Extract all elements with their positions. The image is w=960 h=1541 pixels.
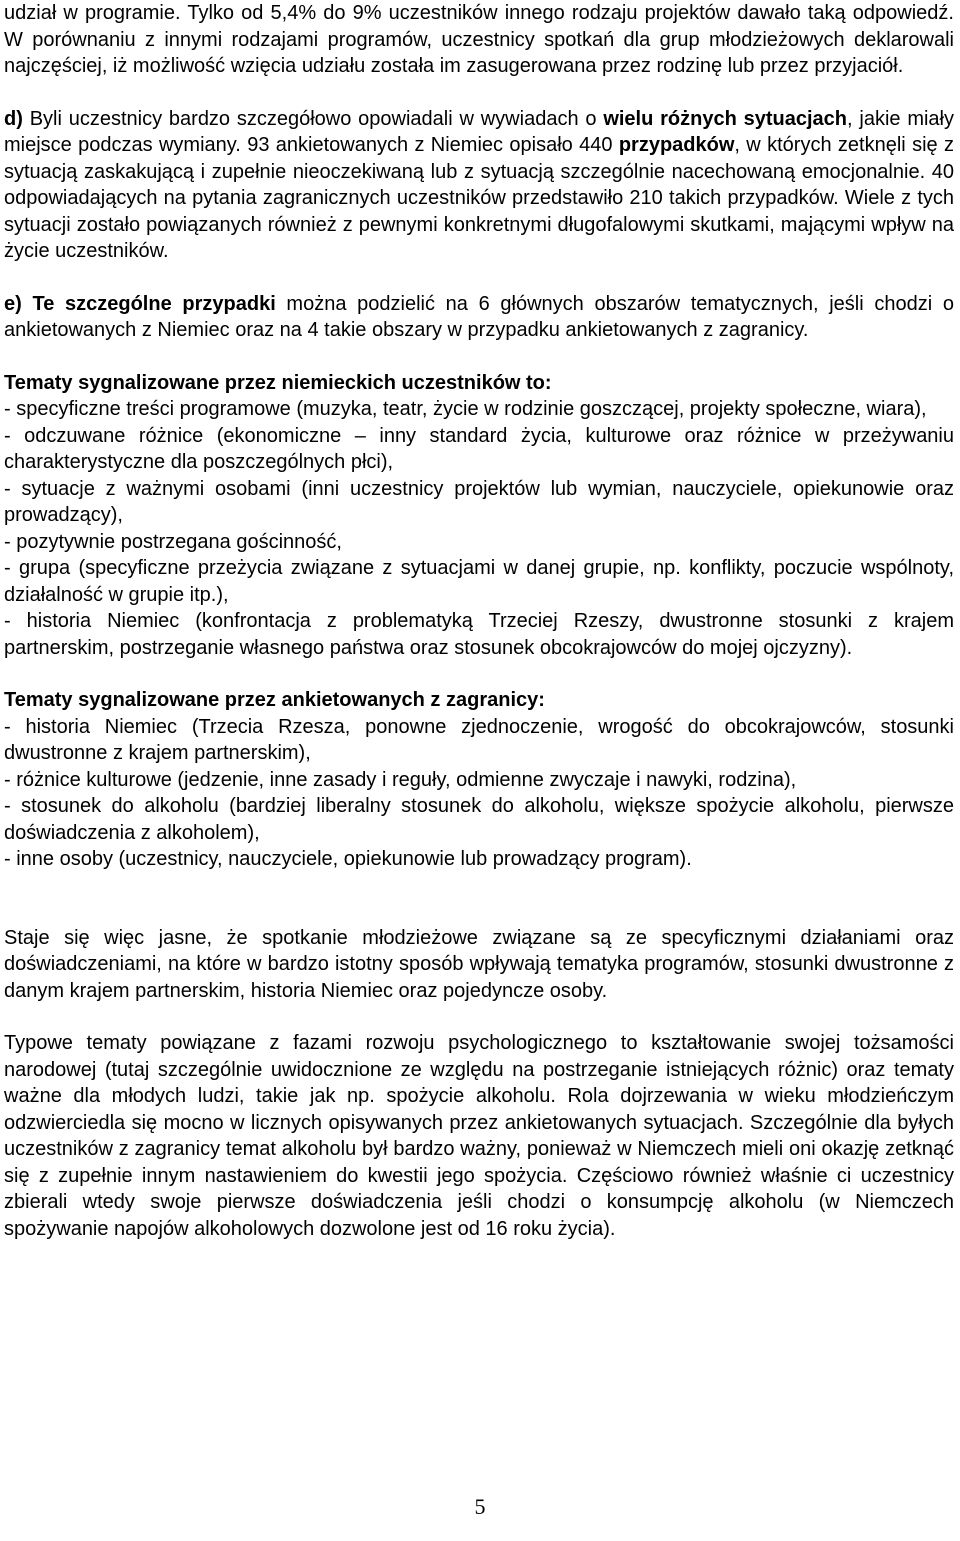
section-e-paragraph [4, 291, 954, 344]
german-topics-list [4, 396, 954, 661]
list-item: - pozytywnie postrzegana gościnność, [4, 530, 342, 553]
foreign-topics-heading-text: Tematy sygnalizowane przez ankietowanych z zagranicy: [4, 689, 545, 711]
section-d-bold-1: wielu różnych sytuacjach [603, 107, 848, 130]
section-d-text-2: , jakie miały miejsce podczas wymiany. 93 ankietowanych z Niemiec opisało 440 [4, 107, 954, 156]
german-topics-heading [4, 370, 954, 397]
section-d-bold-2: przypadków [618, 134, 735, 156]
foreign-topics-list [4, 714, 954, 873]
section-d-text-3: , w których zetknęli się z sytuacją zaskakującą i zupełnie nieoczekiwaną lub z sytuacją szczególnie nacechowaną emocjonalnie. 40 odpowiadających na pytania zagranicznych uczestników przedstawiło 210 takich przypadków. Wiele z tych sytuacji zostało powiązanych również z pewnymi konkretnymi długofalowymi skutkami, mającymi wpływ na życie uczestników. [4, 134, 954, 262]
list-item: - historia Niemiec (konfrontacja z problematyką Trzeciej Rzeszy, dwustronne stosunki z krajem partnerskim, postrzeganie własnego państwa oraz stosunek obcokrajowców do mojej ojczyzny). [4, 610, 954, 659]
page-number: 5 [474, 1494, 486, 1519]
list-item: - różnice kulturowe (jedzenie, inne zasady i reguły, odmienne zwyczaje i nawyki, rodzina), [4, 768, 797, 791]
list-item: - inne osoby (uczestnicy, nauczyciele, opiekunowie lub prowadzący program). [4, 848, 692, 870]
list-item: - specyficzne treści programowe (muzyka, teatr, życie w rodzinie goszczącej, projekty społeczne, wiara), [4, 398, 927, 420]
summary-paragraph: Staje się więc jasne, że spotkanie młodzieżowe związane są ze specyficznymi działaniami oraz doświadczeniami, na które w bardzo istotny sposób wpływają tematyka programów, stosunki dwustronne z danym krajem partnerskim, historia Niemiec oraz pojedyncze osoby. [4, 926, 954, 1002]
section-e-bold: e) Te szczególne przypadki [4, 292, 276, 315]
list-item: - stosunek do alkoholu (bardziej liberalny stosunek do alkoholu, większe spożycie alkoholu, pierwsze doświadczenia z alkoholem), [4, 795, 954, 844]
german-topics-heading-text: Tematy sygnalizowane przez niemieckich uczestników to: [4, 371, 552, 394]
page-body [4, 0, 954, 1242]
section-d-paragraph [4, 106, 954, 265]
typical-topics-paragraph: Typowe tematy powiązane z fazami rozwoju psychologicznego to kształtowanie swojej tożsamości narodowej (tutaj szczególnie uwidocznione ze względu na postrzeganie istniejących różnic) oraz tematy ważne dla młodych ludzi, takie jak np. spożycie alkoholu. Rola dojrzewania w wieku młodzieńczym odzwierciedla się mocno w licznych opisywanych przez ankietowanych sytuacjach. Szczególnie dla byłych uczestników z zagranicy temat alkoholu był bardzo ważny, ponieważ w Niemczech mieli oni okazję zetknąć się z zupełnie innym nastawieniem do kwestii jego spożycia. Częściowo również właśnie ci uczestnicy zbierali wtedy swoje pierwsze doświadczenia jeśli chodzi o konsumpcję alkoholu (w Niemczech spożywanie napojów alkoholowych dozwolone jest od 16 roku życia). [4, 1032, 954, 1240]
intro-paragraph: udział w programie. Tylko od 5,4% do 9% uczestników innego rodzaju projektów dawało taką odpowiedź. W porównaniu z innymi rodzajami programów, uczestnicy spotkań dla grup młodzieżowych deklarowali najczęściej, iż możliwość wzięcia udziału została im zasugerowana przez rodzinę lub przez przyjaciół. [4, 2, 954, 77]
list-item: - odczuwane różnice (ekonomiczne – inny standard życia, kulturowe oraz różnice w przeżywaniu charakterystyczne dla poszczególnych płci), [4, 424, 954, 473]
list-item: - historia Niemiec (Trzecia Rzesza, ponowne zjednoczenie, wrogość do obcokrajowców, stosunki dwustronne z krajem partnerskim), [4, 715, 954, 764]
list-item: - sytuacje z ważnymi osobami (inni uczestnicy projektów lub wymian, nauczyciele, opiekunowie oraz prowadzący), [4, 477, 954, 526]
section-d-label: d) [4, 107, 23, 130]
section-e-text: można podzielić na 6 głównych obszarów tematycznych, jeśli chodzi o ankietowanych z Niemiec oraz na 4 takie obszary w przypadku ankietowanych z zagranicy. [4, 292, 954, 341]
foreign-topics-heading [4, 687, 954, 714]
list-item: - grupa (specyficzne przeżycia związane z sytuacjami w danej grupie, np. konflikty, poczucie wspólnoty, działalność w grupie itp.), [4, 557, 954, 606]
section-d-text-1: Byli uczestnicy bardzo szczegółowo opowiadali w wywiadach o [22, 107, 604, 130]
